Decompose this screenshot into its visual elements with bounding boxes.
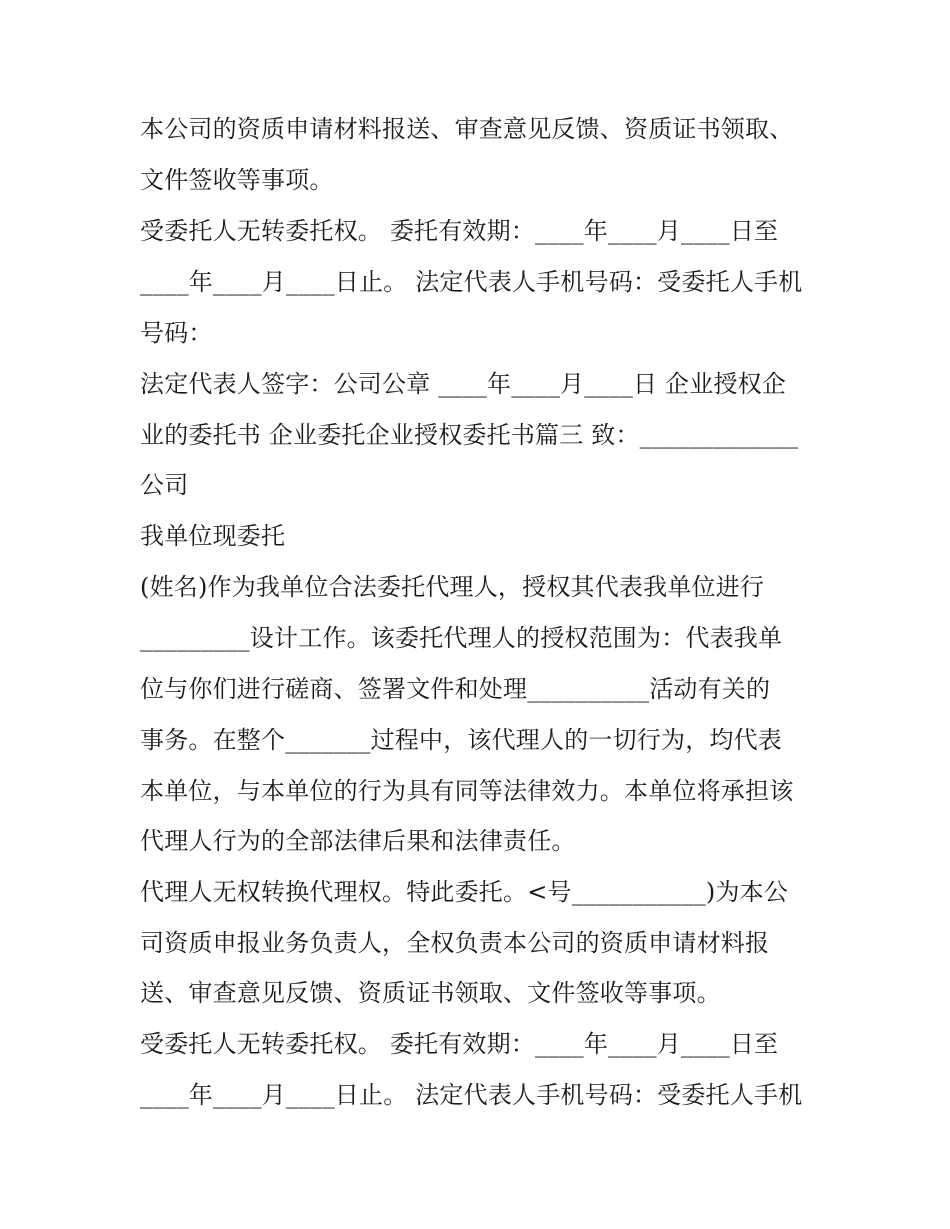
text-line-18: 送、审查意见反馈、资质证书领取、文件签收等事项。 bbox=[140, 979, 721, 1007]
text-line-11: _________设计工作。该委托代理人的授权范围为：代表我单 bbox=[140, 624, 783, 652]
text-line-13: 事务。在整个_______过程中，该代理人的一切行为，均代表 bbox=[140, 726, 782, 754]
text-line-7: 业的委托书 企业委托企业授权委托书篇三 致：_____________ bbox=[140, 421, 799, 449]
text-line-16: 代理人无权转换代理权。特此委托。<号___________)为本公 bbox=[140, 878, 789, 906]
text-line-15: 代理人行为的全部法律后果和法律责任。 bbox=[140, 827, 576, 855]
text-line-2: 文件签收等事项。 bbox=[140, 166, 334, 194]
text-line-3: 受委托人无转委托权。 委托有效期：____年____月____日至 bbox=[140, 217, 779, 245]
text-line-1: 本公司的资质申请材料报送、审查意见反馈、资质证书领取、 bbox=[140, 115, 794, 143]
text-line-12: 位与你们进行磋商、签署文件和处理__________活动有关的 bbox=[140, 675, 771, 703]
text-line-9: 我单位现委托 bbox=[140, 522, 286, 550]
text-line-20: ____年____月____日止。 法定代表人手机号码：受委托人手机 bbox=[140, 1081, 803, 1109]
text-line-6: 法定代表人签字：公司公章 ____年____月____日 企业授权企 bbox=[140, 370, 787, 398]
text-line-8: 公司 bbox=[140, 471, 189, 499]
text-line-19: 受委托人无转委托权。 委托有效期：____年____月____日至 bbox=[140, 1030, 779, 1058]
text-line-4: ____年____月____日止。 法定代表人手机号码：受委托人手机 bbox=[140, 268, 803, 296]
text-line-14: 本单位，与本单位的行为具有同等法律效力。本单位将承担该 bbox=[140, 777, 794, 805]
text-line-17: 司资质申报业务负责人，全权负责本公司的资质申请材料报 bbox=[140, 929, 770, 957]
text-line-5: 号码： bbox=[140, 319, 213, 347]
text-line-10: (姓名)作为我单位合法委托代理人，授权其代表我单位进行 bbox=[140, 573, 765, 601]
